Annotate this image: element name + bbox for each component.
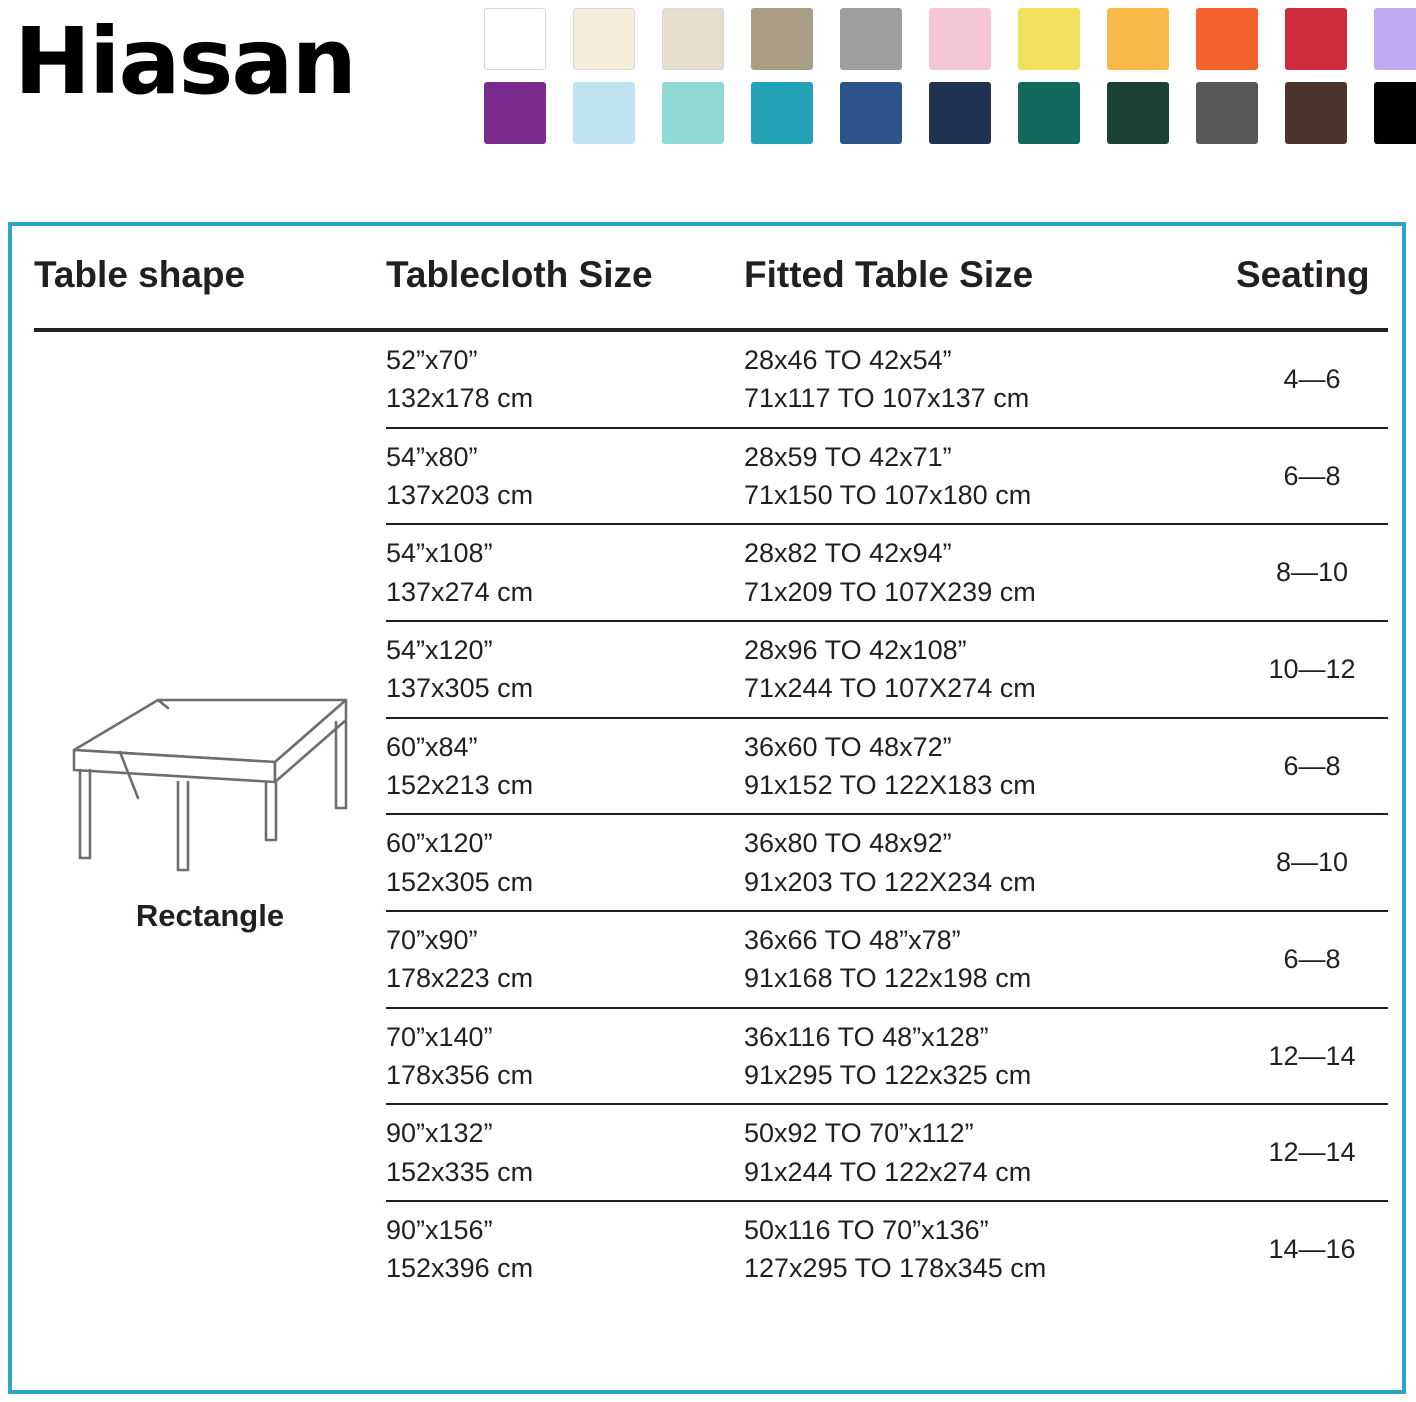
swatch-denim-blue xyxy=(840,82,902,144)
cloth-cm: 152x396 cm xyxy=(386,1253,534,1284)
cell-tablecloth-size xyxy=(386,814,744,911)
cell-fitted-table-size xyxy=(744,1201,1236,1297)
cell-fitted-table-size xyxy=(744,814,1236,911)
fit-cm: 91x203 TO 122X234 cm xyxy=(744,866,1036,897)
cloth-cm: 137x203 cm xyxy=(386,479,534,510)
rectangle-table-icon xyxy=(60,690,360,880)
cell-tablecloth-size xyxy=(386,1008,744,1105)
swatch-dark-brown xyxy=(1285,82,1347,144)
fit-cm: 71x150 TO 107x180 cm xyxy=(744,479,1032,510)
column-header-table-shape: Table shape xyxy=(34,254,246,295)
table-header-row xyxy=(34,248,1388,310)
size-chart-card xyxy=(8,222,1406,1394)
cloth-cm: 137x274 cm xyxy=(386,576,534,607)
fit-inches: 50x116 TO 70”x136” xyxy=(744,1214,989,1245)
swatch-ivory xyxy=(573,8,635,70)
cloth-cm: 152x335 cm xyxy=(386,1156,534,1187)
fit-inches: 36x80 TO 48x92” xyxy=(744,828,952,859)
cloth-inches: 60”x120” xyxy=(386,828,493,859)
fit-cm: 91x152 TO 122X183 cm xyxy=(744,769,1036,800)
fit-inches: 28x59 TO 42x71” xyxy=(744,441,952,472)
fit-inches: 28x82 TO 42x94” xyxy=(744,538,952,569)
cell-fitted-table-size xyxy=(744,1008,1236,1105)
swatch-aqua xyxy=(662,82,724,144)
swatch-teal xyxy=(751,82,813,144)
cell-tablecloth-size xyxy=(386,1104,744,1201)
cell-tablecloth-size xyxy=(386,911,744,1008)
cell-tablecloth-size xyxy=(386,1201,744,1297)
column-header-tablecloth-size: Tablecloth Size xyxy=(386,254,653,295)
fit-cm: 71x209 TO 107X239 cm xyxy=(744,576,1036,607)
swatch-charcoal xyxy=(1196,82,1258,144)
brand-logo: Hiasan xyxy=(14,8,355,115)
fit-inches: 50x92 TO 70”x112” xyxy=(744,1118,974,1149)
cloth-inches: 90”x132” xyxy=(386,1118,493,1149)
cell-seating: 6—8 xyxy=(1236,718,1388,815)
cell-seating: 8—10 xyxy=(1236,814,1388,911)
fit-cm: 91x168 TO 122x198 cm xyxy=(744,963,1032,994)
cell-fitted-table-size xyxy=(744,1104,1236,1201)
cloth-inches: 54”x108” xyxy=(386,538,493,569)
cloth-inches: 70”x90” xyxy=(386,924,478,955)
cloth-cm: 152x213 cm xyxy=(386,769,534,800)
color-swatch-palette xyxy=(484,0,1416,144)
cell-fitted-table-size xyxy=(744,428,1236,525)
cell-fitted-table-size xyxy=(744,621,1236,718)
cloth-cm: 137x305 cm xyxy=(386,673,534,704)
swatch-emerald-green xyxy=(1018,82,1080,144)
fit-inches: 36x116 TO 48”x128” xyxy=(744,1021,989,1052)
cell-seating: 12—14 xyxy=(1236,1008,1388,1105)
swatch-white xyxy=(484,8,546,70)
shape-label: Rectangle xyxy=(135,898,285,934)
swatch-black xyxy=(1374,82,1416,144)
header xyxy=(0,0,1416,180)
cell-tablecloth-size xyxy=(386,524,744,621)
swatch-row-1 xyxy=(484,8,1416,70)
cell-tablecloth-size xyxy=(386,428,744,525)
fit-cm: 127x295 TO 178x345 cm xyxy=(744,1253,1047,1284)
fit-cm: 91x295 TO 122x325 cm xyxy=(744,1059,1032,1090)
cloth-inches: 70”x140” xyxy=(386,1021,493,1052)
cell-seating: 6—8 xyxy=(1236,911,1388,1008)
swatch-marigold xyxy=(1107,8,1169,70)
swatch-yellow xyxy=(1018,8,1080,70)
cloth-cm: 152x305 cm xyxy=(386,866,534,897)
cell-fitted-table-size xyxy=(744,330,1236,428)
column-header-fitted-table-size: Fitted Table Size xyxy=(744,254,1034,295)
cell-seating: 4—6 xyxy=(1236,330,1388,428)
fit-inches: 36x66 TO 48”x78” xyxy=(744,924,961,955)
swatch-hunter-green xyxy=(1107,82,1169,144)
cell-tablecloth-size xyxy=(386,621,744,718)
swatch-purple xyxy=(484,82,546,144)
swatch-gray xyxy=(840,8,902,70)
cloth-cm: 132x178 cm xyxy=(386,383,534,414)
cloth-inches: 90”x156” xyxy=(386,1214,493,1245)
header-divider xyxy=(34,310,1388,330)
swatch-lavender xyxy=(1374,8,1416,70)
swatch-beige xyxy=(662,8,724,70)
cell-fitted-table-size xyxy=(744,911,1236,1008)
cell-fitted-table-size xyxy=(744,718,1236,815)
fit-inches: 28x96 TO 42x108” xyxy=(744,634,967,665)
cell-tablecloth-size xyxy=(386,718,744,815)
fit-cm: 71x117 TO 107x137 cm xyxy=(744,383,1030,414)
shape-cell xyxy=(34,330,386,1297)
cell-seating: 6—8 xyxy=(1236,428,1388,525)
cell-seating: 10—12 xyxy=(1236,621,1388,718)
cell-seating: 14—16 xyxy=(1268,1234,1356,1265)
size-chart-table xyxy=(34,248,1388,1297)
swatch-blush-pink xyxy=(929,8,991,70)
fit-cm: 71x244 TO 107X274 cm xyxy=(744,673,1036,704)
cloth-inches: 52”x70” xyxy=(386,345,478,375)
swatch-red xyxy=(1285,8,1347,70)
cell-fitted-table-size xyxy=(744,524,1236,621)
table-row xyxy=(34,330,1388,428)
swatch-baby-blue xyxy=(573,82,635,144)
cloth-cm: 178x356 cm xyxy=(386,1059,534,1090)
fit-inches: 28x46 TO 42x54” xyxy=(744,345,952,375)
column-header-seating: Seating xyxy=(1236,254,1370,295)
swatch-orange xyxy=(1196,8,1258,70)
fit-cm: 91x244 TO 122x274 cm xyxy=(744,1156,1032,1187)
cloth-inches: 54”x120” xyxy=(386,634,493,665)
cell-seating: 8—10 xyxy=(1236,524,1388,621)
cloth-inches: 60”x84” xyxy=(386,731,478,762)
cell-tablecloth-size xyxy=(386,330,744,428)
fit-inches: 36x60 TO 48x72” xyxy=(744,731,952,762)
cloth-cm: 178x223 cm xyxy=(386,963,534,994)
swatch-navy xyxy=(929,82,991,144)
cell-seating: 12—14 xyxy=(1236,1104,1388,1201)
swatch-row-2 xyxy=(484,82,1416,144)
cloth-inches: 54”x80” xyxy=(386,441,478,472)
swatch-taupe xyxy=(751,8,813,70)
